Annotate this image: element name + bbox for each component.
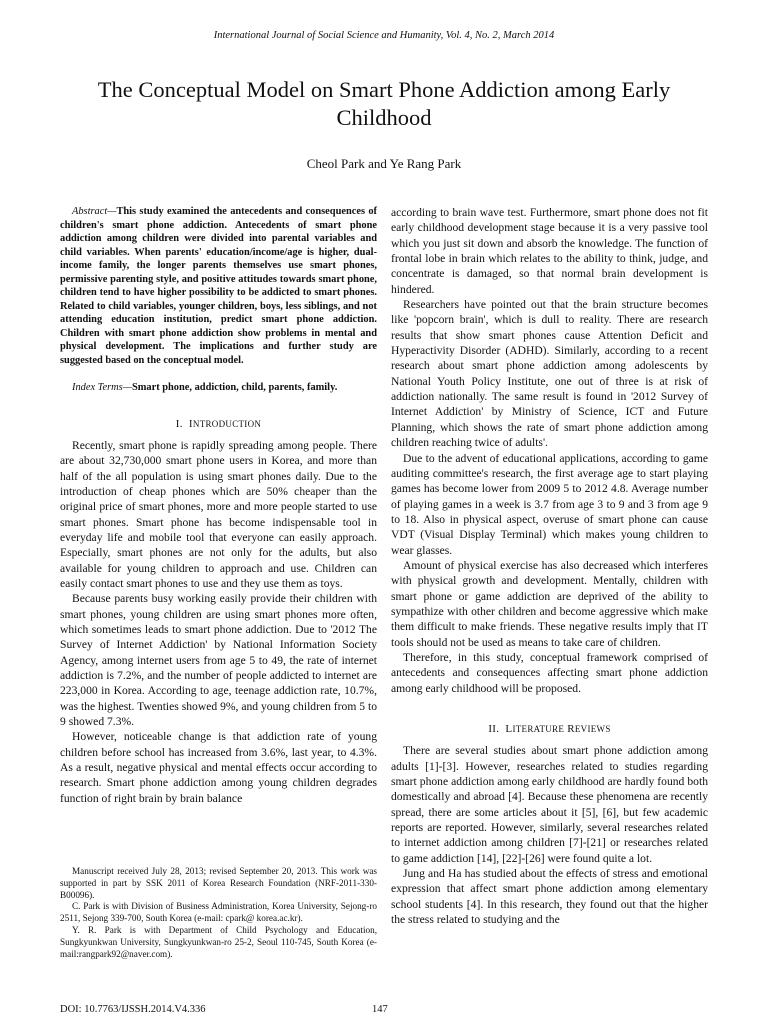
- paper-authors: Cheol Park and Ye Rang Park: [306, 156, 462, 171]
- index-terms-text: Smart phone, addiction, child, parents, family.: [131, 382, 338, 393]
- page-number: 147: [372, 1004, 388, 1015]
- running-header: International Journal of Social Science and Humanity, Vol. 4, No. 2, March 2014: [213, 30, 555, 41]
- right-column: [391, 205, 708, 927]
- paragraph: Amount of physical exercise has also decreased which interferes with physical growth and development. Mentally, children with smart phone or game addiction are deprived of the ability to sympathize with other children and become aggressive which make them difficult to make friends. These negative results imply that IT tools should not be used as means to take care of children.: [391, 558, 708, 649]
- index-terms-lead: Index Terms—: [72, 382, 132, 393]
- paragraph: Researchers have pointed out that the brain structure becomes like 'popcorn brain', which is dull to reality. There are research results that show smart phones cause Attention Deficit and Hyperactivity Disorder (ADHD). Similarly, according to a recent research about smart phone addiction among adolescents by National Youth Policy Institute, one out of three is at risk of addiction nationally. The same result is found in '2012 Survey of Internet Addiction' by Ministry of Science, ICT and Future Planning, which shows the rate of smart phone addiction among children reaching twice of adults'.: [391, 298, 708, 450]
- doi: DOI: 10.7763/IJSSH.2014.V4.336: [60, 1004, 206, 1015]
- paper-title: The Conceptual Model on Smart Phone Addiction among Early Childhood: [97, 77, 671, 130]
- paragraph: Therefore, in this study, conceptual framework comprised of antecedents and consequences affecting smart phone addiction among early childhood will be proposed.: [391, 650, 708, 695]
- footnotes: [60, 866, 377, 960]
- paragraph: However, noticeable change is that addiction rate of young children before school has increased from 3.6%, last year, to 4.3%. As a result, negative physical and mental effects occur according to research. Smart phone addiction among young children degrades function of right brain by brain balance: [60, 730, 377, 805]
- footnote: Y. R. Park is with Department of Child Psychology and Education, Sungkyunkwan University, Sungkyunkwan-ro 25-2, Seoul 110-745, South Korea (e-mail:rangpark92@naver.com).: [60, 924, 377, 959]
- paragraph: Because parents busy working easily provide their children with smart phones, young children are using smart phones more often, which sometimes leads to smart phone addiction. Due to '2012 The Survey of Internet Addiction' by National Information Society Agency, among internet users from age 5 to 49, the rate of internet addiction is 7.2%, and the number of people addicted to internet are 223,000 in Korea. According to age, teenage addiction rate, 10.7%, was the highest. Twenties showed 9%, and young children from 5 to 9 showed 7.3%.: [60, 592, 377, 729]
- section-numeral: I.: [175, 417, 183, 430]
- paragraph: Jung and Ha has studied about the effects of stress and emotional expression that affect smart phone addiction among elementary school students [4]. In this research, they found out that the higher the stress related to studying and the: [391, 867, 708, 927]
- paragraph: There are several studies about smart phone addiction among adults [1]-[3]. However, researches related to studies regarding smart phone addiction among early childhood are hardly found both domestically and abroad [4]. Because these phenomena are recently spread, there are some articles about it [5], [6], but few academic reports are reported. However, similarly, several researches related to internet addiction among children [7]-[21] or researches related to game addiction [14], [22]-[26] were found quite a lot.: [391, 744, 708, 865]
- section-initial: L: [505, 723, 513, 735]
- abstract: [60, 205, 377, 367]
- section-heading-introduction: [60, 417, 377, 432]
- left-column: [60, 205, 377, 806]
- section-rest: NTRODUCTION: [192, 418, 262, 429]
- section-initial: I: [188, 417, 193, 430]
- paragraph: Recently, smart phone is rapidly spreading among people. There are about 32,730,000 smart phone users in Korea, and more than half of the all population is using smart phones daily. Due to the introduction of cheap phones which are 50% cheaper than the original price of smart phones, more and more people started to use smart phones. Smart phone has become indispensable tool in everyday life and mobile tool that everyone can easily approach. Especially, smart phones are not only for the adults, but also available for young children to approach and use. Children can easily contact smart phones to use and they use them as toys.: [60, 438, 377, 590]
- paragraph: according to brain wave test. Furthermore, smart phone does not fit early childhood development stage because it is a very passive tool which you just sit down and absorb the knowledge. The function of frontal lobe in brain which relates to the ability to think, judge, and concentrate is damaged, so that normal brain development is hindered.: [391, 206, 708, 296]
- abstract-text: This study examined the antecedents and consequences of children's smart phone addiction. Antecedents of smart phone addiction among children were divided into parental variables and child variables. When parents' education/income/age is higher, dual-income family, the longer parents themselves use smart phones, permissive parenting style, and positive attitudes towards smart phone, children tend to have higher possibility to be addicted to smart phones. Related to child variables, younger children, boys, less siblings, and not attending education institution, predict smart phone addiction. Children with smart phone addiction show problems in mental and physical development. The implications and further study are suggested based on the conceptual model.: [60, 206, 377, 366]
- section-rest: EVIEWS: [574, 724, 611, 734]
- section-numeral: II.: [488, 723, 500, 735]
- abstract-lead: Abstract—: [72, 206, 117, 217]
- section-rest: ITERATURE: [512, 724, 565, 734]
- paragraph: Due to the advent of educational applications, according to game auditing committee's research, the first average age to start playing games has become lower from 2009 5 to 2012 4.8. Average number of playing games in a week is 3.7 from age 3 to 9 and 3 from age 9 to 18. Also in physical aspect, overuse of smart phone can cause VDT (Visual Display Terminal) which makes young children to wear glasses.: [391, 451, 708, 557]
- section-heading-literature-reviews: [391, 722, 708, 737]
- footnote: Manuscript received July 28, 2013; revised September 20, 2013. This work was supported in part by SSK 2011 of Korea Research Foundation (NRF-2011-330-B00096).: [60, 866, 377, 900]
- section-initial: R: [567, 723, 575, 735]
- index-terms: [60, 381, 377, 395]
- footnote: C. Park is with Division of Business Administration, Korea University, Sejong-ro 2511, Sejong 339-700, South Korea (e-mail: cpark@ korea.ac.kr).: [60, 901, 377, 924]
